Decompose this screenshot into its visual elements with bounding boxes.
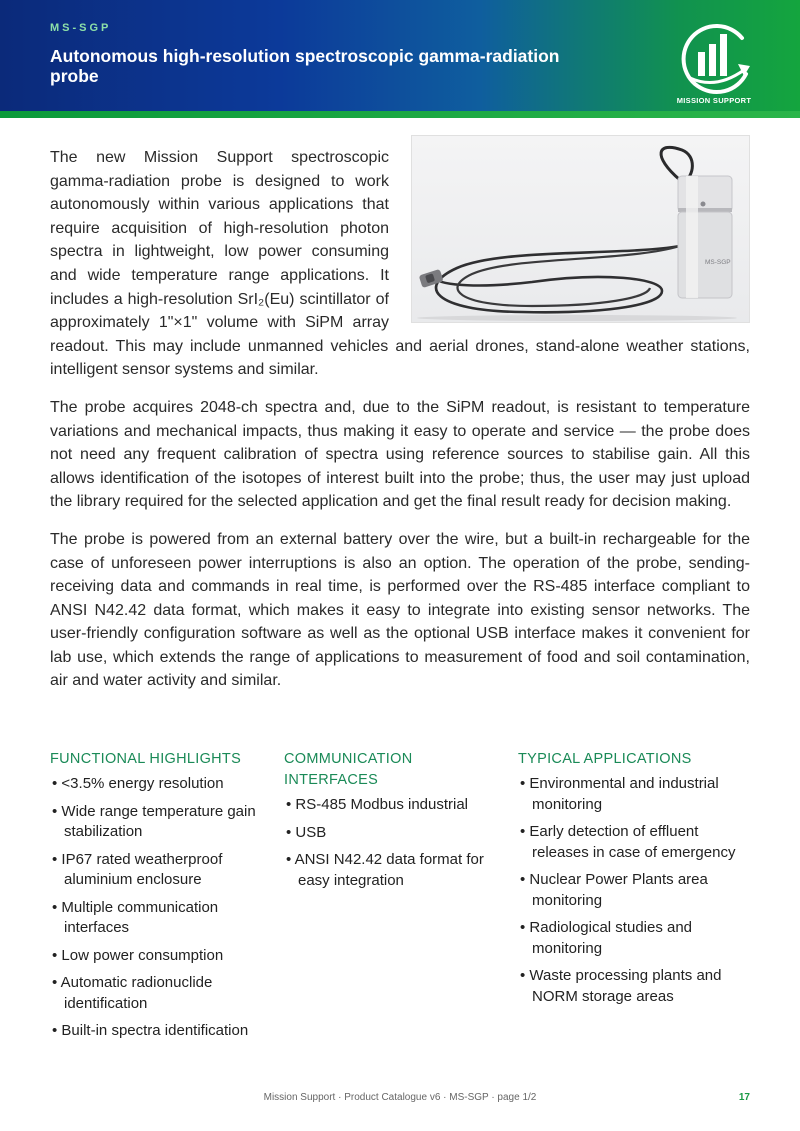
list-item: • <3.5% energy resolution — [50, 774, 270, 795]
list-item: • IP67 rated weatherproof aluminium enclosure — [50, 850, 270, 891]
power-paragraph: The probe is powered from an external battery over the wire, but a built-in rechargeable for the case of unforeseen power interruptions is also an option. The operation of the probe, sending-receiving data and commands in real time, is performed over the RS-485 interface compliant to ANSI N42.42 data format, which makes it easy to integrate into existing sensor networks. The user-friendly configuration software as well as the optional USB interface makes it convenient for lab use, which extends the range of applications to measurement of food and soil contamination, air and water activity and similar. — [50, 530, 750, 690]
product-photo — [411, 135, 750, 323]
typical-applications-column — [518, 749, 743, 1014]
list-item: • RS-485 Modbus industrial — [284, 795, 504, 816]
list-item: • Environmental and industrial monitoring — [518, 774, 743, 815]
logo-wordmark: MISSION SUPPORT — [676, 96, 752, 105]
list-item: • USB — [284, 823, 504, 844]
intro-paragraph: The new Mission Support spectroscopic gamma-radiation probe is designed to work autonomously within various applications that require acquisition of high-resolution photon spectra in lightweight, low power consuming and wide temperature range applications. It includes a high-resolution SrI₂(Eu) scintillator of approximately 1"×1" volume with SiPM array readout. This may include unmanned vehicles and aerial drones, stand-alone weather stations, intelligent sensor systems and similar. — [50, 149, 750, 379]
list-item: • Early detection of effluent releases in case of emergency — [518, 822, 743, 863]
list-item: • ANSI N42.42 data format for easy integration — [284, 850, 504, 891]
list-item: • Waste processing plants and NORM storage areas — [518, 966, 743, 1007]
product-code: MS-SGP — [50, 22, 112, 34]
communication-interfaces-column — [284, 749, 504, 898]
page-number: 17 — [738, 1092, 750, 1103]
list-item: • Wide range temperature gain stabilization — [50, 802, 270, 843]
column-heading: TYPICAL APPLICATIONS — [518, 751, 692, 767]
header-banner — [0, 0, 800, 111]
list-item: • Radiological studies and monitoring — [518, 918, 743, 959]
spectra-paragraph: The probe acquires 2048-ch spectra and, due to the SiPM readout, is resistant to temperature variations and mechanical impacts, thus making it easy to operate and service — the probe does not need any frequent calibration of spectra using reference sources to stabilise gain. All this allows identification of the isotopes of interest built into the probe; thus, the user may just upload the library required for the selected application and get the final result ready for decision making. — [50, 398, 750, 511]
page-title: Autonomous high-resolution spectroscopic gamma-radiation probe — [50, 46, 560, 86]
list-item: • Low power consumption — [50, 946, 270, 967]
mission-support-logo-icon — [672, 16, 756, 108]
list-item: • Built-in spectra identification — [50, 1021, 270, 1042]
footer-text: Mission Support · Product Catalogue v6 · MS-SGP · page 1/2 — [263, 1092, 537, 1103]
main-content — [50, 146, 750, 707]
probe-label: MS-SGP — [705, 259, 731, 266]
probe-image-icon — [412, 136, 749, 322]
column-heading: COMMUNICATION INTERFACES — [284, 751, 413, 788]
functional-highlights-column — [50, 749, 270, 1049]
column-heading: FUNCTIONAL HIGHLIGHTS — [50, 751, 242, 767]
list-item: • Multiple communication interfaces — [50, 898, 270, 939]
list-item: • Automatic radionuclide identification — [50, 973, 270, 1014]
list-item: • Nuclear Power Plants area monitoring — [518, 870, 743, 911]
